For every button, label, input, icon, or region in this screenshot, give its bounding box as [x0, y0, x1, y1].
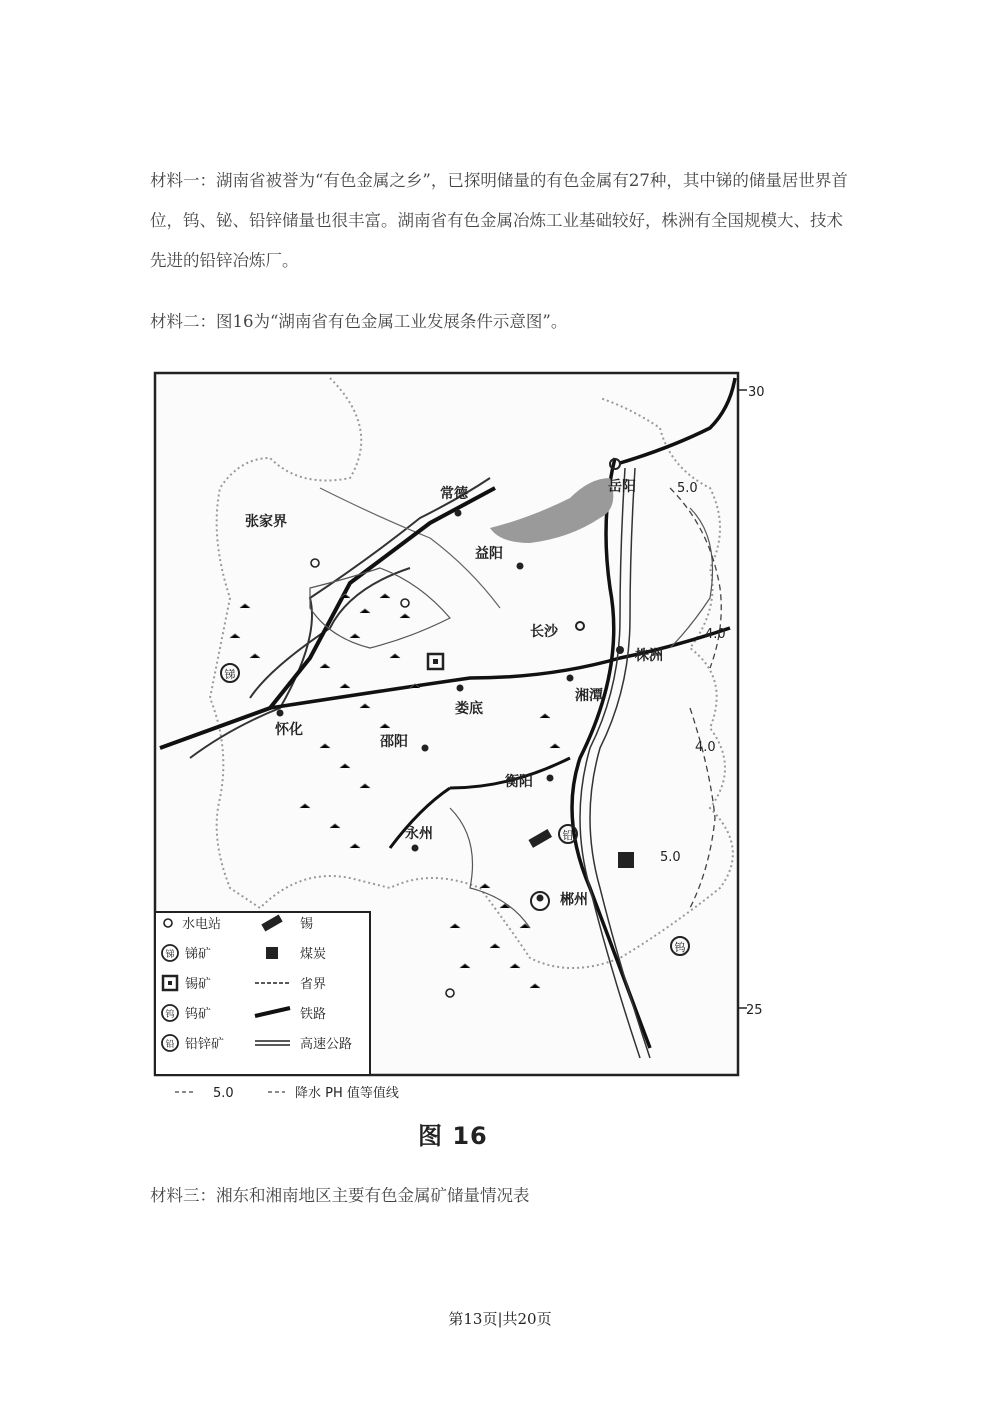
legend-leadzinc-symbol: 铅 [165, 1040, 175, 1050]
antimony-symbol-map: 锑 [224, 668, 236, 681]
city-label-shaoyang: 邵阳 [380, 734, 408, 750]
legend-tin-label: 锡 [300, 917, 314, 932]
tungsten-symbol-map: 钨 [674, 941, 686, 954]
figure-caption: 图 16 [418, 1122, 488, 1150]
legend-railway-label: 铁路 [300, 1007, 327, 1022]
legend-isoline-label: 降水 PH 值等值线 [295, 1086, 399, 1101]
legend-tungsten-symbol: 钨 [165, 1010, 175, 1020]
latitude-30: 30 [748, 385, 765, 400]
legend-highway-label: 高速公路 [300, 1037, 353, 1052]
city-label-yongzhou: 永州 [405, 826, 433, 842]
legend-leadzinc-label: 铅锌矿 [185, 1037, 225, 1052]
legend-border-label: 省界 [300, 977, 327, 992]
isoline-label-4-b: 4.0 [695, 740, 716, 755]
material-two-text: 材料二：图16为“湖南省有色金属工业发展条件示意图”。 [150, 312, 568, 331]
material-three-text: 材料三：湘东和湘南地区主要有色金属矿储量情况表 [150, 1186, 530, 1205]
legend-isoline-value: 5.0 [213, 1086, 234, 1101]
city-label-zhangjiajie: 张家界 [245, 514, 287, 530]
isoline-label-5-south: 5.0 [660, 850, 681, 865]
legend-tin-mine-label: 锡矿 [185, 977, 212, 992]
legend-hydro-label: 水电站 [182, 917, 222, 932]
legend-antimony-symbol: 锑 [165, 950, 175, 960]
city-label-changsha: 长沙 [530, 624, 558, 640]
city-label-loudi: 娄底 [455, 701, 483, 717]
leadzinc-symbol-map: 铅 [562, 829, 574, 842]
city-label-zhuzhou: 株洲 [635, 648, 663, 664]
page-footer: 第13页|共20页 [448, 1310, 552, 1328]
city-label-yueyang: 岳阳 [608, 479, 636, 495]
latitude-25: 25 [746, 1003, 763, 1018]
legend-antimony-label: 锑矿 [185, 947, 212, 962]
city-label-xiangtan: 湘潭 [575, 688, 603, 704]
legend-tungsten-label: 钨矿 [185, 1007, 212, 1022]
city-label-yiyang: 益阳 [475, 546, 503, 562]
material-one-text: 材料一：湖南省被誉为“有色金属之乡”，已探明储量的有色金属有27种，其中锑的储量居世界首位，钨、铋、铅锌储量也很丰富。湖南省有色金属冶炼工业基础较好，株洲有全国规模大、技术先进的铅锌冶炼厂。 [150, 171, 848, 270]
isoline-label-4-a: 4.0 [705, 627, 726, 642]
hunan-map-figure [150, 368, 770, 1101]
isoline-label-5-north: 5.0 [677, 481, 698, 496]
city-label-changde: 常德 [440, 486, 468, 502]
city-label-chenzhou: 郴州 [560, 892, 588, 908]
legend-coal-label: 煤炭 [300, 947, 327, 962]
city-label-hengyang: 衡阳 [505, 774, 533, 790]
city-label-huaihua: 怀化 [275, 722, 303, 738]
